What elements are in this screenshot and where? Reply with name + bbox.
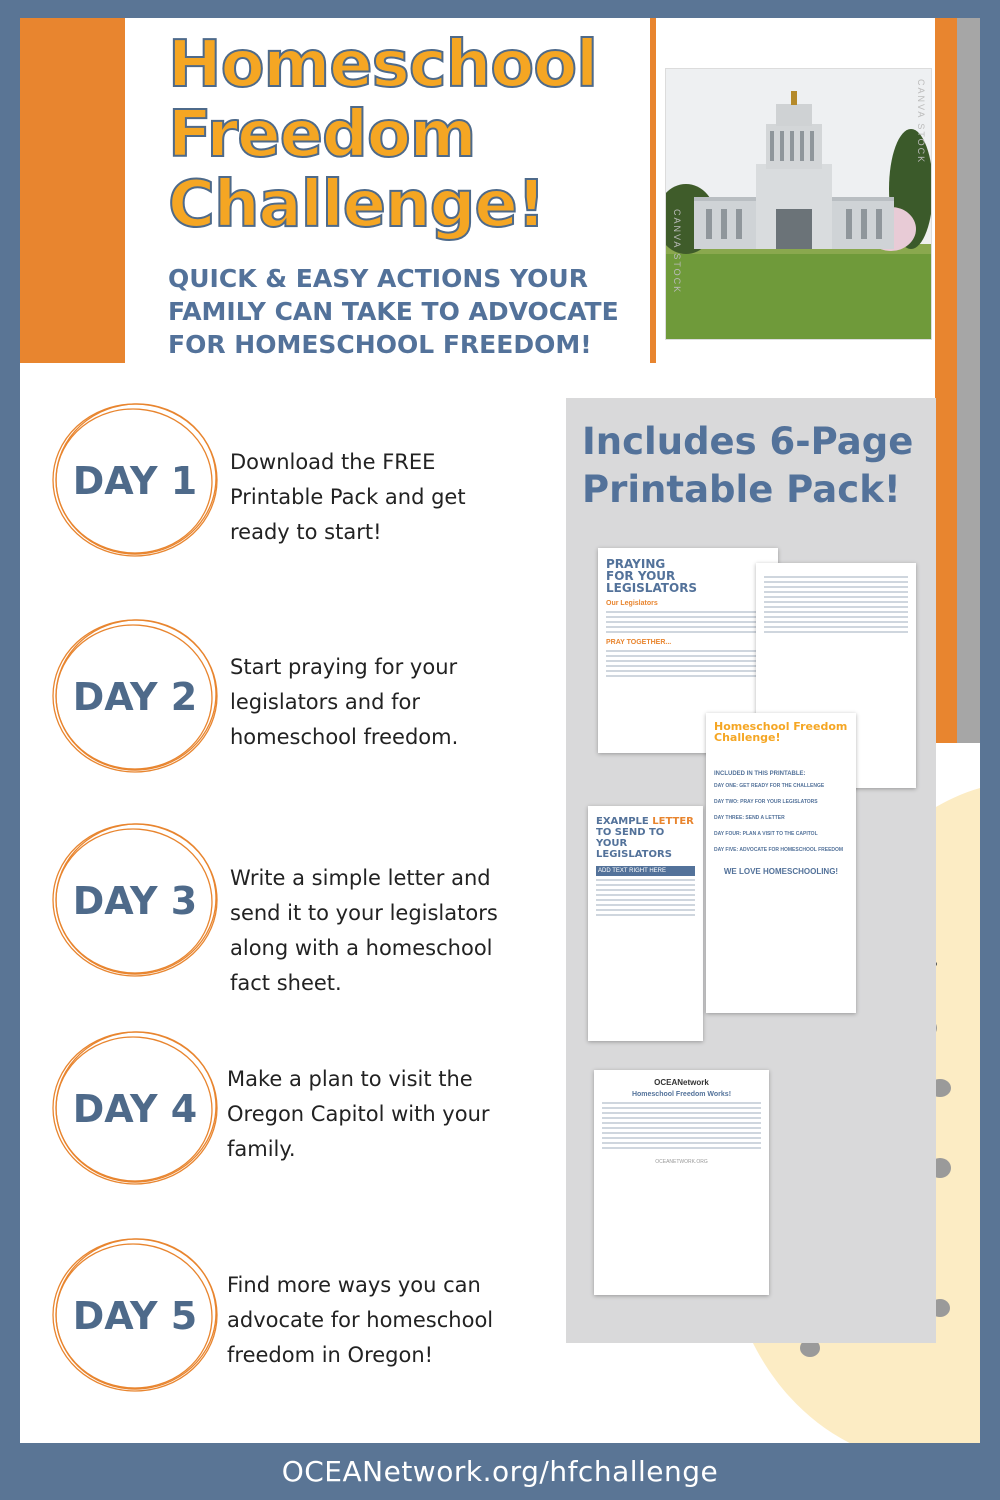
form-line (606, 675, 770, 677)
text-line (764, 591, 908, 593)
text-line (602, 1137, 761, 1139)
praying-together: PRAY TOGETHER... (606, 639, 672, 646)
title-line: Freedom (168, 98, 476, 172)
form-line (606, 650, 770, 652)
form-line (606, 655, 770, 657)
capitol-illustration (666, 69, 931, 339)
day-2-badge (40, 614, 230, 779)
page-title (168, 30, 597, 240)
day-5-badge (40, 1233, 230, 1398)
capitol-photo (665, 68, 932, 340)
orange-accent-stripe (935, 18, 957, 743)
form-line (606, 631, 770, 633)
form-line (606, 670, 770, 672)
letter-title-part: EXAMPLE (596, 816, 649, 827)
text-line (602, 1127, 761, 1129)
works-title: Homeschool Freedom Works! (631, 1091, 732, 1098)
form-line (606, 616, 770, 618)
text-line (764, 601, 908, 603)
photo-accent-bar (650, 18, 656, 363)
day-5-text: Find more ways you can advocate for homeschool freedom in Oregon! (227, 1273, 494, 1367)
day-label: DAY 4 (72, 1086, 198, 1131)
day-label: DAY 5 (72, 1293, 198, 1338)
letter-add-text: ADD TEXT RIGHT HERE (596, 866, 695, 876)
text-line (764, 596, 908, 598)
day-4-badge (40, 1026, 230, 1191)
text-line (602, 1132, 761, 1134)
printable-pack-panel (566, 398, 936, 1343)
pack-page-works (594, 1070, 769, 1295)
form-line (606, 660, 770, 662)
text-line (764, 626, 908, 628)
text-line (596, 889, 695, 891)
text-line (602, 1102, 761, 1104)
day-4-text: Make a plan to visit the Oregon Capitol with your family. (227, 1067, 490, 1161)
day-1-badge (40, 398, 230, 563)
text-line (602, 1117, 761, 1119)
text-line (596, 914, 695, 916)
challenge-day-5: DAY FIVE: ADVOCATE FOR HOMESCHOOL FREEDOM (714, 847, 844, 853)
gray-accent-stripe (957, 18, 980, 743)
letter-title-part: LETTER (652, 816, 694, 827)
text-line (596, 884, 695, 886)
text-line (764, 606, 908, 608)
watermark-left: CANVA STOCK (672, 209, 682, 295)
orange-accent-block (20, 18, 125, 363)
challenge-day-3: DAY THREE: SEND A LETTER (714, 815, 785, 821)
text-line (764, 611, 908, 613)
pack-page-challenge (706, 713, 856, 1013)
text-line (596, 904, 695, 906)
watermark-right: CANVA STOCK (916, 79, 926, 165)
text-line (596, 879, 695, 881)
works-logo: OCEANetwork (654, 1078, 709, 1087)
text-line (596, 909, 695, 911)
text-line (764, 576, 908, 578)
text-line (764, 586, 908, 588)
text-line (602, 1147, 761, 1149)
text-line (764, 616, 908, 618)
challenge-included: INCLUDED IN THIS PRINTABLE: (714, 771, 806, 777)
text-line (596, 899, 695, 901)
text-line (596, 894, 695, 896)
day-label: DAY 1 (72, 458, 198, 503)
day-label: DAY 2 (72, 674, 198, 719)
title-line: Challenge! (168, 168, 545, 242)
text-line (764, 621, 908, 623)
title-line: Homeschool (168, 28, 598, 102)
form-line (606, 665, 770, 667)
praying-title: PRAYING FOR YOUR LEGISLATORS (606, 557, 698, 595)
page-subtitle: QUICK & EASY ACTIONS YOUR FAMILY CAN TAKE TO ADVOCATE FOR HOMESCHOOL FREEDOM! (168, 264, 619, 359)
praying-sub: Our Legislators (606, 600, 658, 607)
footer-url[interactable]: OCEANetwork.org/hfchallenge (281, 1455, 719, 1488)
day-label: DAY 3 (72, 878, 198, 923)
poster-card (20, 18, 980, 1443)
letter-title (596, 816, 695, 860)
day-2-text: Start praying for your legislators and for homeschool freedom. (230, 655, 459, 749)
form-line (606, 611, 770, 613)
pack-title: Includes 6-Page Printable Pack! (582, 420, 914, 511)
text-line (602, 1122, 761, 1124)
works-footer-url: OCEANETWORK.ORG (655, 1159, 708, 1165)
we-love-text: WE LOVE HOMESCHOOLING! (723, 867, 839, 876)
text-line (602, 1142, 761, 1144)
text-line (764, 581, 908, 583)
challenge-day-4: DAY FOUR: PLAN A VISIT TO THE CAPITOL (714, 831, 818, 837)
text-line (602, 1107, 761, 1109)
day-3-text: Write a simple letter and send it to your legislators along with a homeschool fact sheet. (230, 866, 498, 995)
day-3-badge (40, 818, 230, 983)
form-line (606, 621, 770, 623)
day-1-text: Download the FREE Printable Pack and get ready to start! (230, 450, 466, 544)
challenge-title: Homeschool Freedom Challenge! (714, 720, 848, 744)
text-line (602, 1112, 761, 1114)
form-line (606, 626, 770, 628)
text-line (764, 631, 908, 633)
pack-page-letter (588, 806, 703, 1041)
challenge-day-2: DAY TWO: PRAY FOR YOUR LEGISLATORS (714, 799, 818, 805)
letter-title-part: TO SEND TO YOUR LEGISLATORS (596, 827, 672, 860)
challenge-day-1: DAY ONE: GET READY FOR THE CHALLENGE (714, 783, 825, 789)
